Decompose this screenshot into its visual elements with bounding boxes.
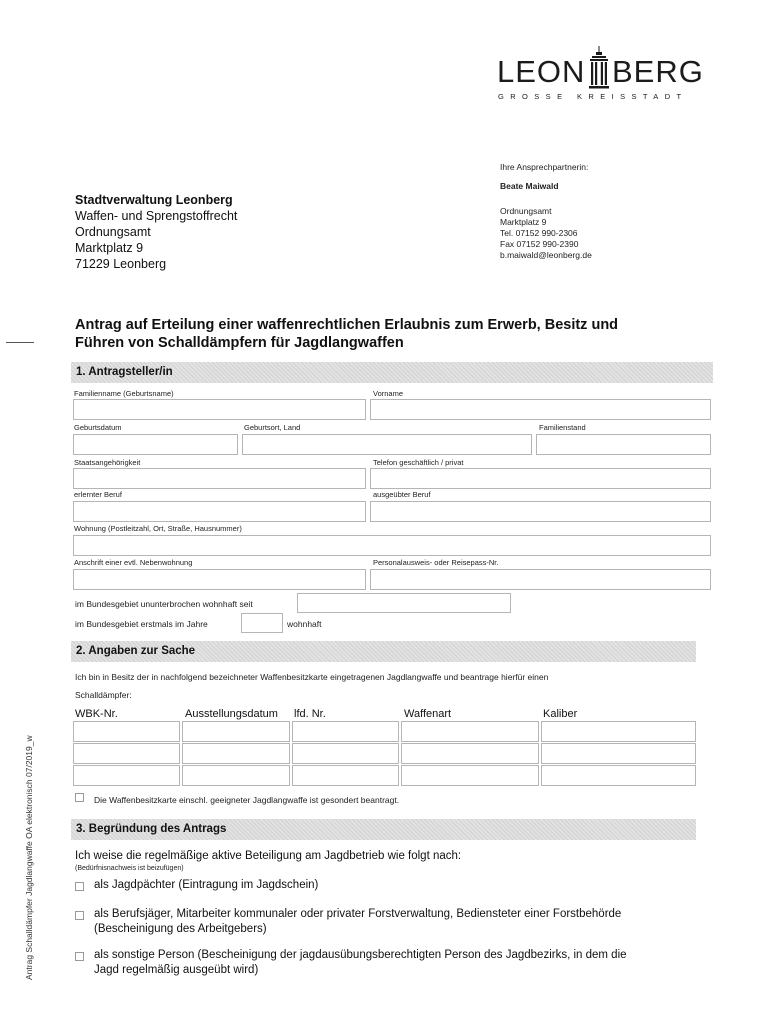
address-line: Ordnungsamt bbox=[75, 225, 151, 239]
contact-line: Tel. 07152 990-2306 bbox=[500, 228, 578, 238]
erstmals-jahr-field[interactable] bbox=[241, 613, 283, 633]
label-wohnhaft: wohnhaft bbox=[287, 619, 322, 629]
familienstand-field[interactable] bbox=[536, 434, 711, 455]
waffenart-cell[interactable] bbox=[401, 765, 539, 786]
erlernter-beruf-field[interactable] bbox=[73, 501, 366, 522]
section2-text-line1: Ich bin in Besitz der in nachfolgend bezeichneter Waffenbesitzkarte eingetragenen Jagdlangwaffe und beantrage hierfür einen bbox=[75, 672, 549, 682]
jagdpaechter-checkbox[interactable] bbox=[75, 882, 84, 891]
label-ausgeuebter-beruf: ausgeübter Beruf bbox=[373, 490, 431, 499]
ausstellungsdatum-cell[interactable] bbox=[182, 765, 290, 786]
section2-text-line2: Schalldämpfer: bbox=[75, 690, 132, 700]
fold-mark bbox=[6, 342, 34, 343]
contact-line: Fax 07152 990-2390 bbox=[500, 239, 579, 249]
address-line: Marktplatz 9 bbox=[75, 241, 144, 255]
label-wohnung: Wohnung (Postleitzahl, Ort, Straße, Hausnummer) bbox=[74, 524, 242, 533]
recipient-address bbox=[75, 192, 237, 272]
form-title bbox=[75, 316, 618, 352]
ausweis-field[interactable] bbox=[370, 569, 711, 590]
section2-header: 2. Angaben zur Sache bbox=[71, 641, 696, 662]
familienname-field[interactable] bbox=[73, 399, 366, 420]
telefon-field[interactable] bbox=[370, 468, 711, 489]
address-line: Waffen- und Sprengstoffrecht bbox=[75, 209, 238, 223]
contact-line: Ordnungsamt bbox=[500, 206, 552, 216]
staatsangehoerigkeit-field[interactable] bbox=[73, 468, 366, 489]
label-ausweis: Personalausweis- oder Reisepass-Nr. bbox=[373, 558, 499, 567]
column-waffenart: Waffenart bbox=[404, 708, 452, 720]
ausstellungsdatum-cell[interactable] bbox=[182, 721, 290, 742]
label-geburtsort: Geburtsort, Land bbox=[244, 423, 301, 432]
logo-subtitle: GROSSE KREISSTADT bbox=[498, 92, 688, 101]
column-ausstellungsdatum: Ausstellungsdatum bbox=[185, 708, 278, 720]
sonstige-person-checkbox[interactable] bbox=[75, 952, 84, 961]
geburtsort-field[interactable] bbox=[242, 434, 532, 455]
lfd-nr-cell[interactable] bbox=[292, 743, 399, 764]
vorname-field[interactable] bbox=[370, 399, 711, 420]
label-nebenwohnung: Anschrift einer evtl. Nebenwohnung bbox=[74, 558, 193, 567]
address-line: 71229 Leonberg bbox=[75, 257, 167, 271]
contact-label: Ihre Ansprechpartnerin: bbox=[500, 162, 589, 172]
geburtsdatum-field[interactable] bbox=[73, 434, 238, 455]
option-line: (Bescheinigung des Arbeitgebers) bbox=[94, 923, 267, 935]
logo-word-left: LEON bbox=[497, 54, 586, 89]
contact-name: Beate Maiwald bbox=[500, 181, 559, 191]
option-line: als sonstige Person (Bescheinigung der jagdausübungsberechtigten Person des Jagdbezirks, in dem die bbox=[94, 949, 627, 961]
lfd-nr-cell[interactable] bbox=[292, 765, 399, 786]
waffenart-cell[interactable] bbox=[401, 721, 539, 742]
option-line: Jagd regelmäßig ausgeübt wird) bbox=[94, 964, 259, 976]
wbk-nr-cell[interactable] bbox=[73, 721, 180, 742]
wohnung-field[interactable] bbox=[73, 535, 711, 556]
section3-header: 3. Begründung des Antrags bbox=[71, 819, 696, 840]
section3-note: (Bedürfnisnachweis ist beizufügen) bbox=[75, 865, 184, 872]
tower-icon bbox=[588, 46, 610, 90]
ausstellungsdatum-cell[interactable] bbox=[182, 743, 290, 764]
label-telefon: Telefon geschäftlich / privat bbox=[373, 458, 464, 467]
section1-header: 1. Antragsteller/in bbox=[71, 362, 713, 383]
wbk-nr-cell[interactable] bbox=[73, 765, 180, 786]
nebenwohnung-field[interactable] bbox=[73, 569, 366, 590]
form-title-line: Antrag auf Erteilung einer waffenrechtlichen Erlaubnis zum Erwerb, Besitz und bbox=[75, 317, 619, 333]
contact-email: b.maiwald@leonberg.de bbox=[500, 250, 592, 260]
kaliber-cell[interactable] bbox=[541, 743, 696, 764]
berufsjaeger-checkbox[interactable] bbox=[75, 911, 84, 920]
form-title-line: Führen von Schalldämpfern für Jagdlangwaffen bbox=[75, 335, 404, 351]
lfd-nr-cell[interactable] bbox=[292, 721, 399, 742]
label-familienstand: Familienstand bbox=[539, 423, 586, 432]
kaliber-cell[interactable] bbox=[541, 721, 696, 742]
wbk-nr-cell[interactable] bbox=[73, 743, 180, 764]
leonberg-logo bbox=[497, 46, 702, 102]
column-kaliber: Kaliber bbox=[543, 708, 578, 720]
option-line: als Berufsjäger, Mitarbeiter kommunaler oder privater Forstverwaltung, Bediensteter einer Forstbehörde bbox=[94, 908, 622, 920]
form-reference-vertical: Antrag Schalldämpfer Jagdlangwaffe OA elektronisch 07/2019_w bbox=[24, 735, 34, 980]
label-staatsangehoerigkeit: Staatsangehörigkeit bbox=[74, 458, 141, 467]
kaliber-cell[interactable] bbox=[541, 765, 696, 786]
section3-intro: Ich weise die regelmäßige aktive Beteiligung am Jagdbetrieb wie folgt nach: bbox=[75, 850, 462, 862]
waffenart-cell[interactable] bbox=[401, 743, 539, 764]
label-familienname: Familienname (Geburtsname) bbox=[74, 389, 174, 398]
berufsjaeger-label bbox=[94, 907, 621, 937]
column-wbk-nr: WBK-Nr. bbox=[75, 708, 118, 720]
wbk-separately-label: Die Waffenbesitzkarte einschl. geeigneter Jagdlangwaffe ist gesondert beantragt. bbox=[94, 795, 400, 805]
wohnhaft-seit-field[interactable] bbox=[297, 593, 511, 613]
contact-details bbox=[500, 206, 592, 261]
wbk-separately-checkbox[interactable] bbox=[75, 793, 84, 802]
label-geburtsdatum: Geburtsdatum bbox=[74, 423, 122, 432]
label-wohnhaft-seit: im Bundesgebiet ununterbrochen wohnhaft seit bbox=[75, 599, 253, 609]
jagdpaechter-label: als Jagdpächter (Eintragung im Jagdschein) bbox=[94, 879, 319, 891]
address-name: Stadtverwaltung Leonberg bbox=[75, 193, 233, 207]
column-lfd-nr: lfd. Nr. bbox=[294, 708, 326, 720]
sonstige-person-label bbox=[94, 948, 627, 978]
label-erstmals: im Bundesgebiet erstmals im Jahre bbox=[75, 619, 208, 629]
contact-line: Marktplatz 9 bbox=[500, 217, 547, 227]
label-erlernter-beruf: erlernter Beruf bbox=[74, 490, 122, 499]
label-vorname: Vorname bbox=[373, 389, 404, 398]
ausgeuebter-beruf-field[interactable] bbox=[370, 501, 711, 522]
logo-word-right: BERG bbox=[612, 54, 704, 89]
